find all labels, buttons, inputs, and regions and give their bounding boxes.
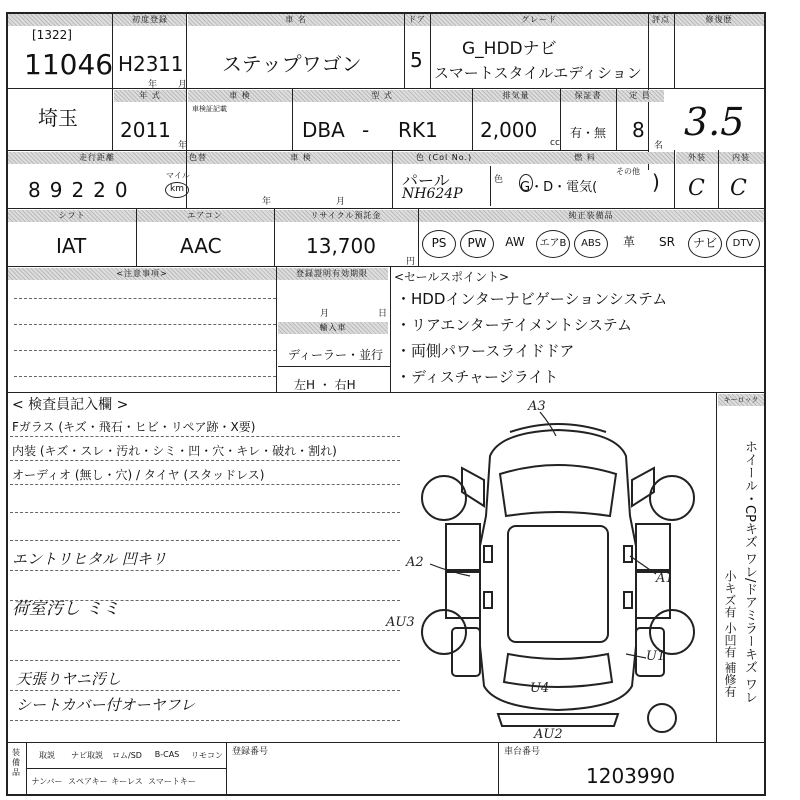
repair-header: 修復歴 — [674, 14, 764, 26]
recycle-fee: 13,700 — [306, 234, 376, 258]
door-header: ドア — [404, 14, 430, 26]
grade-line-2: スマートスタイルエディション — [434, 64, 642, 82]
mark-a3: A3 — [528, 399, 546, 414]
roof — [508, 526, 608, 642]
equipment-item: PW — [460, 230, 494, 258]
hand-note-1: エントリヒタル 凹キリ — [12, 550, 167, 568]
model-prefix: DBA — [302, 118, 345, 142]
model-code: RK1 — [398, 118, 438, 142]
warranty: 有・無 — [570, 126, 607, 140]
footer-option: ロム/SD — [112, 751, 142, 760]
auction-sheet: 初度登録 車 名 ドア グレード 評点 修復歴 [1322] 11046 H23 11 年 月 ステップワゴン 5 G_HDDナビ スマートスタイルエディション 年 式 車 検 型 式 排気量 保証書 定 員 埼玉 2011 年 車検証記載 DBA - RK1 2,000 cc 有・無 8 名 3.5 走行距離 色替 車 検 色 (Col No.) 燃 料 外装 内装 89220 マイル km 年 月 パール NH624P 色 G・D・電気( その他 ) C C シフト エアコン リサイクル預託金 純正装備品 IAT AAC 13,700 円 PS PW AW エアB ABS 革 SR ナビ DTV <注意事項> 登録證明有効期限 <セールスポイント> 月 日 輸入車 ディーラー・並行 左H ・ 右H ・HDDインターナビゲーションシステム ・リアエンターテイメントシステム ・両側パワースライドドア ・ディスチャージライト < 検査員記入欄 > Fガラス (キズ・飛石・ヒビ・リペア跡・X要) 内装 (キズ・スレ・汚れ・シミ・凹・穴・キレ・破れ・割れ) オーディオ (無し・穴) / タイヤ (スタッドレス) エントリヒタル 凹キリ 荷室汚し ミミ 天張りヤニ汚し シートカバー付オーヤフレ キーロック ホイール・CPキズ ワレ/ドアミラーキズ ワレ 小キズ有 小凹有 補修有 A3 A2 A1 AU3 U1 U4 AU2 装備品 取説 ナビ取説 ロム/SD B-CAS リモコン ナンバー スペアキー キーレス スマートキー 登録番号 車台番号 1203990 — [0, 0, 800, 800]
footer-option: B-CAS — [154, 750, 180, 759]
sales-point-1: ・HDDインターナビゲーションシステム — [396, 290, 668, 308]
footer-option: ナンバー — [31, 777, 63, 786]
capacity: 8 — [632, 118, 645, 142]
footer-option: スマートキー — [148, 777, 196, 786]
inspector-title: < 検査員記入欄 > — [12, 397, 129, 413]
interior-score: C — [730, 176, 747, 201]
equipment-item: 革 — [622, 235, 635, 249]
displacement: 2,000 — [480, 118, 538, 142]
mark-u4: U4 — [530, 681, 550, 696]
car-name: ステップワゴン — [222, 52, 362, 76]
equipment-item: PS — [422, 230, 456, 258]
inspector-line-audio: オーディオ (無し・穴) / タイヤ (スタッドレス) — [12, 468, 265, 482]
mileage: 89220 — [28, 178, 137, 202]
front-left-wheel — [422, 476, 466, 520]
footer-option: 取説 — [39, 751, 55, 760]
color-name: パール — [402, 171, 450, 190]
hand-note-2: 荷室汚し ミミ — [12, 599, 120, 619]
car-name-header: 車 名 — [188, 14, 404, 26]
equipment-item: DTV — [726, 230, 760, 258]
door-count: 5 — [410, 48, 423, 72]
footer-option: ナビ取説 — [71, 751, 103, 760]
lot-code: [1322] — [32, 28, 72, 42]
model-year: 2011 — [120, 118, 171, 142]
inspector-line-interior: 内装 (キズ・スレ・汚れ・シミ・凹・穴・キレ・破れ・割れ) — [12, 444, 337, 458]
first-reg-era: H23 — [118, 52, 159, 76]
mark-a2: A2 — [406, 555, 424, 570]
side-note-2: 小キズ有 小凹有 補修有 — [723, 570, 737, 698]
rear-right-wheel — [650, 610, 694, 654]
car-damage-diagram — [386, 396, 716, 742]
mark-u1: U1 — [646, 649, 666, 664]
mark-au2: AU2 — [534, 727, 563, 742]
mark-a1: A1 — [656, 571, 674, 586]
score-header: 評点 — [648, 14, 674, 26]
side-note-1: ホイール・CPキズ ワレ/ドアミラーキズ ワレ — [742, 440, 757, 704]
mark-au3: AU3 — [386, 615, 415, 630]
footer-option: スペアキー — [68, 777, 108, 786]
grade-line-1: G_HDDナビ — [462, 39, 557, 59]
windshield — [500, 465, 616, 516]
hand-note-4: シートカバー付オーヤフレ — [16, 696, 195, 714]
front-right-wheel — [650, 476, 694, 520]
equipment-item: AW — [505, 235, 525, 249]
equipment-item: ABS — [574, 230, 608, 258]
lot-header — [8, 14, 114, 26]
shift: IAT — [56, 234, 87, 258]
score-handwritten: 3.5 — [684, 100, 745, 144]
sales-point-4: ・ディスチャージライト — [396, 368, 559, 386]
sales-point-3: ・両側パワースライドドア — [396, 342, 575, 360]
footer-option: リモコン — [191, 751, 223, 760]
color-code: NH624P — [402, 186, 463, 202]
dealer-option: ディーラー・並行 — [288, 348, 384, 362]
air-conditioner: AAC — [180, 234, 222, 258]
rear-left-wheel — [422, 610, 466, 654]
exterior-score: C — [688, 176, 705, 201]
km-unit-circled: km — [165, 182, 189, 198]
handle-option: 左H ・ 右H — [294, 378, 356, 392]
reg-number-label: 登録番号 — [232, 747, 269, 757]
footer-side-label: 装備品 — [12, 748, 20, 777]
first-reg-header: 初度登録 — [114, 14, 186, 26]
spare-tire-circle — [648, 704, 676, 732]
hand-note-3: 天張りヤニ汚し — [16, 670, 122, 688]
fuel: G・D・電気( — [520, 180, 598, 195]
footer-option: キーレス — [111, 777, 143, 786]
first-reg-month: 11 — [158, 52, 184, 76]
lot-number: 11046 — [24, 48, 114, 81]
fuel-gasoline-circled — [519, 174, 533, 192]
sales-point-2: ・リアエンターテイメントシステム — [396, 316, 632, 334]
equipment-item: SR — [659, 235, 675, 249]
chassis-label: 車台番号 — [504, 747, 541, 757]
rear-window — [504, 654, 612, 687]
grade-header: グレード — [430, 14, 648, 26]
chassis-number: 1203990 — [586, 764, 676, 788]
equipment-item: エアB — [536, 230, 570, 258]
inspector-line-glass: Fガラス (キズ・飛石・ヒビ・リペア跡・X要) — [12, 420, 256, 434]
equipment-item: ナビ — [688, 230, 722, 258]
sales-point-label: <セールスポイント> — [394, 270, 510, 284]
prefecture: 埼玉 — [38, 106, 78, 130]
